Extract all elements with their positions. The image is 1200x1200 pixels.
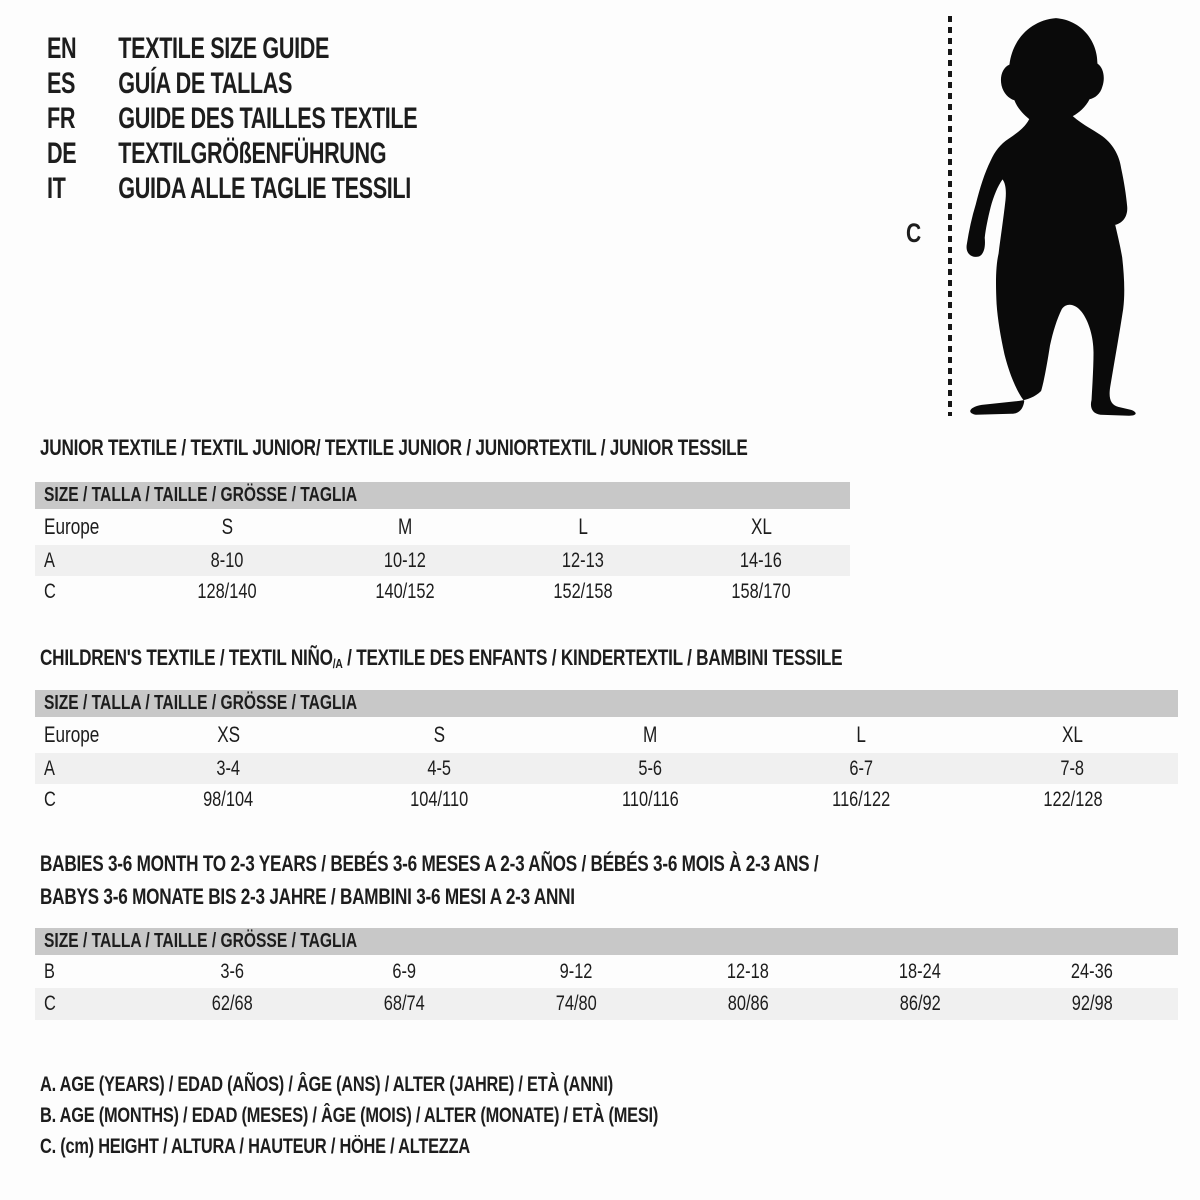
lang-code: FR: [47, 102, 76, 135]
size-header-band: SIZE / TALLA / TAILLE / GRÖSSE / TAGLIA: [35, 690, 1178, 717]
table-row: [35, 545, 850, 576]
table-row: [35, 717, 1178, 753]
lang-row: [47, 174, 552, 204]
size-cell: L: [856, 722, 867, 747]
lang-code: EN: [47, 32, 77, 65]
value-cell: 122/128: [1042, 787, 1103, 811]
size-cell: XS: [217, 722, 240, 747]
value-cell: 128/140: [197, 579, 257, 603]
value-cell: 6-7: [849, 756, 874, 780]
children-size-table: [35, 690, 1178, 815]
value-cell: 80/86: [727, 992, 769, 1015]
table-row: [35, 509, 850, 545]
value-cell: 86/92: [899, 992, 941, 1015]
lang-row: [47, 69, 387, 99]
value-cell: 158/170: [731, 579, 791, 603]
size-cell: XL: [750, 514, 772, 539]
legend-line-c: C. (cm) HEIGHT / ALTURA / HAUTEUR / HÖHE / ALTEZZA: [40, 1135, 470, 1158]
table-row: [35, 784, 1178, 815]
table-row: [35, 576, 850, 607]
row-label: B: [44, 959, 55, 983]
lang-title: TEXTILGRÖßENFÜHRUNG: [118, 137, 387, 170]
value-cell: 6-9: [392, 959, 416, 983]
lang-row: [47, 104, 561, 134]
value-cell: 3-6: [220, 959, 244, 983]
row-label: A: [44, 756, 55, 780]
size-cell: S: [221, 514, 233, 539]
table-row: [35, 988, 1178, 1020]
value-cell: 24-36: [1071, 959, 1113, 983]
lang-title: TEXTILE SIZE GUIDE: [118, 32, 330, 65]
legend-line-a: A. AGE (YEARS) / EDAD (AÑOS) / ÂGE (ANS) / ALTER (JAHRE) / ETÀ (ANNI): [40, 1073, 613, 1096]
table-row: [35, 753, 1178, 784]
value-cell: 104/110: [410, 787, 469, 811]
lang-code: ES: [47, 67, 76, 100]
lang-code: IT: [47, 172, 66, 205]
size-cell: L: [578, 514, 588, 539]
value-cell: 12-13: [562, 548, 604, 572]
size-cell: M: [397, 514, 413, 539]
size-cell: S: [433, 722, 446, 747]
children-table-title: CHILDREN'S TEXTILE / TEXTIL NIÑO/A / TEXTILE DES ENFANTS / KINDERTEXTIL / BAMBINI TESSILE: [40, 645, 843, 671]
lang-title: GUIDA ALLE TAGLIE TESSILI: [118, 172, 411, 205]
size-header-band: SIZE / TALLA / TAILLE / GRÖSSE / TAGLIA: [35, 928, 1178, 955]
size-cell: M: [643, 722, 658, 747]
height-dashed-line: [948, 16, 952, 416]
lang-row: [47, 139, 518, 169]
babies-table-title-line1: BABIES 3-6 MONTH TO 2-3 YEARS / BEBÉS 3-6 MESES A 2-3 AÑOS / BÉBÉS 3-6 MOIS À 2-3 ANS /: [40, 851, 819, 876]
value-cell: 3-4: [216, 756, 241, 780]
size-header-band: SIZE / TALLA / TAILLE / GRÖSSE / TAGLIA: [35, 482, 850, 509]
row-label: C: [44, 992, 56, 1015]
value-cell: 152/158: [553, 579, 613, 603]
value-cell: 9-12: [559, 959, 593, 983]
value-cell: 98/104: [203, 787, 254, 811]
row-label: A: [44, 548, 55, 572]
value-cell: 92/98: [1071, 992, 1113, 1015]
title-subscript: /A: [332, 655, 343, 671]
value-cell: 74/80: [555, 992, 597, 1015]
junior-size-table: [35, 482, 850, 607]
value-cell: 10-12: [384, 548, 426, 572]
value-cell: 116/122: [832, 787, 891, 811]
value-cell: 110/116: [622, 787, 679, 811]
value-cell: 5-6: [638, 756, 663, 780]
height-measure-label: C: [906, 218, 922, 248]
value-cell: 62/68: [211, 992, 253, 1015]
junior-table-title: JUNIOR TEXTILE / TEXTIL JUNIOR/ TEXTILE JUNIOR / JUNIORTEXTIL / JUNIOR TESSILE: [40, 435, 748, 460]
value-cell: 68/74: [383, 992, 425, 1015]
value-cell: 7-8: [1060, 756, 1085, 780]
lang-title: GUIDE DES TAILLES TEXTILE: [118, 102, 418, 135]
row-label: C: [44, 787, 56, 811]
value-cell: 4-5: [427, 756, 452, 780]
toddler-silhouette: [960, 12, 1140, 418]
value-cell: 140/152: [375, 579, 435, 603]
value-cell: 8-10: [210, 548, 244, 572]
size-cell: XL: [1061, 722, 1083, 747]
lang-code: DE: [47, 137, 77, 170]
value-cell: 12-18: [727, 959, 769, 983]
row-label: Europe: [44, 514, 100, 539]
lang-title: GUÍA DE TALLAS: [118, 67, 293, 100]
value-cell: 14-16: [740, 548, 782, 572]
legend-line-b: B. AGE (MONTHS) / EDAD (MESES) / ÂGE (MOIS) / ALTER (MONATE) / ETÀ (MESI): [40, 1104, 659, 1127]
table-row: [35, 955, 1178, 988]
babies-table-title-line2: BABYS 3-6 MONATE BIS 2-3 JAHRE / BAMBINI 3-6 MESI A 2-3 ANNI: [40, 884, 575, 909]
value-cell: 18-24: [899, 959, 941, 983]
lang-row: [47, 34, 439, 64]
babies-size-table: [35, 928, 1178, 1020]
row-label: Europe: [44, 722, 100, 747]
row-label: C: [44, 579, 56, 603]
